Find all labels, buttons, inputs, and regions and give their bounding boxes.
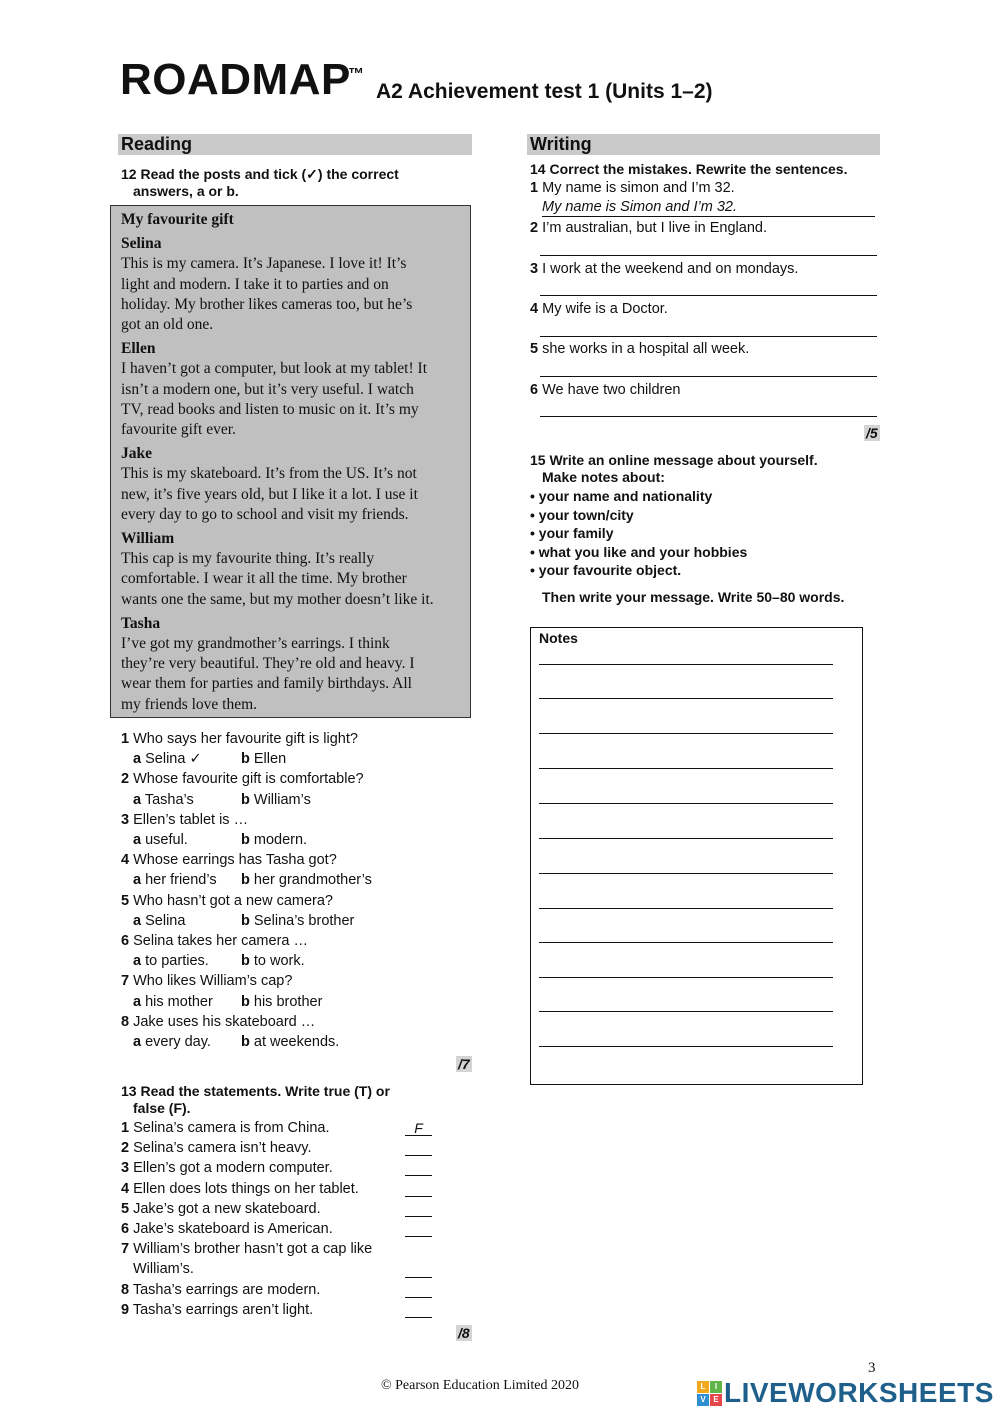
correction-answer-5[interactable] — [540, 376, 877, 377]
notes-label: Notes — [539, 630, 578, 646]
correction-answer-4[interactable] — [540, 336, 877, 337]
ex13-instruction — [121, 1083, 390, 1117]
option-b[interactable]: b his brother — [241, 993, 323, 1010]
ex14-instruction: 14 Correct the mistakes. Rewrite the sentences. — [530, 161, 848, 177]
question-1: 1 Who says her favourite gift is light? — [121, 731, 358, 747]
post-william — [121, 529, 460, 610]
question-1-options: a Selina ✓ b Ellen — [121, 749, 461, 769]
post-line: every day to go to school and visit my friends. — [121, 505, 409, 523]
statement-7-continued: William’s. — [133, 1261, 194, 1278]
question-5: 5 Who hasn’t got a new camera? — [121, 892, 333, 909]
option-b[interactable]: b modern. — [241, 832, 308, 849]
option-b[interactable]: b Selina’s brother — [241, 912, 355, 929]
option-b[interactable]: b her grandmother’s — [241, 872, 372, 889]
answer-field-3[interactable] — [405, 1160, 432, 1176]
option-b[interactable]: b Ellen — [241, 751, 287, 768]
post-line: I’ve got my grandmother’s earrings. I think — [121, 635, 390, 653]
ex12-instruction-line1: 12 Read the posts and tick (✓) the correct — [121, 166, 399, 182]
question-3-options: a useful. b modern. — [121, 830, 461, 850]
post-author: Ellen — [121, 340, 156, 358]
option-a[interactable]: every day. — [145, 1034, 211, 1051]
correction-answer-3[interactable] — [540, 295, 877, 296]
logo-cell: I — [710, 1381, 722, 1393]
post-author: Jake — [121, 445, 152, 463]
ex15-instruction — [530, 452, 818, 486]
ex13-instruction-line1: 13 Read the statements. Write true (T) or — [121, 1083, 390, 1099]
option-b[interactable]: b William’s — [241, 791, 311, 808]
post-line: This is my skateboard. It’s from the US. It’s not — [121, 465, 417, 483]
question-8: 8 Jake uses his skateboard … — [121, 1013, 316, 1030]
post-author: Selina — [121, 235, 162, 253]
copyright-notice: © Pearson Education Limited 2020 — [380, 1378, 580, 1393]
notes-line[interactable] — [539, 908, 833, 909]
statement-3: 3 Ellen’s got a modern computer. — [121, 1160, 333, 1177]
liveworksheets-logo[interactable] — [697, 1378, 994, 1408]
correction-answer-6[interactable] — [540, 416, 877, 417]
ex12-score: /7 — [458, 1056, 470, 1072]
ex15-closing: Then write your message. Write 50–80 words. — [542, 589, 845, 605]
notes-line[interactable] — [539, 1011, 833, 1012]
statement-9: 9 Tasha’s earrings aren’t light. — [121, 1301, 314, 1318]
option-a[interactable]: to parties. — [145, 953, 209, 970]
question-7-options: a his mother b his brother — [121, 992, 461, 1012]
bullet-item: • what you like and your hobbies — [530, 543, 748, 560]
answer-field-2[interactable] — [405, 1140, 432, 1156]
post-ellen — [121, 339, 460, 440]
answer-field-4[interactable] — [405, 1181, 432, 1197]
question-6: 6 Selina takes her camera … — [121, 933, 308, 950]
notes-line[interactable] — [539, 768, 833, 769]
brand-title: ROADMAP — [120, 55, 351, 104]
correction-3: 3 I work at the weekend and on mondays. — [530, 261, 799, 277]
question-2: 2 Whose favourite gift is comfortable? — [121, 771, 364, 788]
ex15-instruction-line2: Make notes about: — [542, 469, 665, 485]
answer-field-1[interactable]: F — [405, 1120, 432, 1136]
question-6-options: a to parties. b to work. — [121, 951, 461, 971]
ex13-statements — [121, 1118, 401, 1320]
statement-5: 5 Jake’s got a new skateboard. — [121, 1200, 321, 1217]
notes-line[interactable] — [539, 733, 833, 734]
answer-field-8[interactable] — [405, 1282, 432, 1298]
post-line: holiday. My brother likes cameras too, but he’s — [121, 295, 413, 313]
post-jake — [121, 444, 460, 525]
correction-1: 1 My name is simon and I’m 32. — [530, 180, 735, 196]
trademark-symbol: ™ — [348, 66, 364, 83]
bullet-item: • your name and nationality — [530, 488, 713, 504]
post-line: I haven’t got a computer, but look at my tablet! It — [121, 360, 427, 378]
answer-field-6[interactable] — [405, 1221, 432, 1237]
question-8-options: a every day. b at weekends. — [121, 1032, 461, 1052]
reading-heading: Reading — [118, 134, 472, 155]
reading-passage — [110, 205, 471, 718]
logo-text: LIVEWORKSHEETS — [724, 1377, 994, 1408]
notes-line[interactable] — [539, 977, 833, 978]
ex13-score: /8 — [458, 1325, 470, 1341]
logo-cell: V — [697, 1394, 709, 1406]
statement-2: 2 Selina’s camera isn’t heavy. — [121, 1140, 312, 1157]
bullet-item: • your town/city — [530, 506, 634, 523]
post-line: comfortable. I wear it all the time. My brother — [121, 570, 407, 588]
question-7: 7 Who likes William’s cap? — [121, 973, 293, 990]
post-author: Tasha — [121, 614, 161, 632]
post-line: wear them for parties and family birthdays. All — [121, 675, 412, 693]
ex14-score: /5 — [866, 425, 878, 441]
question-4: 4 Whose earrings has Tasha got? — [121, 852, 337, 869]
post-line: This is my camera. It’s Japanese. I love it! It’s — [121, 255, 407, 273]
post-line: wants one the same, but my mother doesn’t like it. — [121, 590, 434, 608]
notes-box[interactable] — [530, 627, 863, 1085]
option-a[interactable]: useful. — [145, 832, 188, 849]
ex12-instruction-line2: answers, a or b. — [133, 183, 239, 199]
bullet-item: • your favourite object. — [530, 562, 682, 578]
logo-cell: L — [697, 1381, 709, 1393]
ex12-instruction — [121, 166, 399, 200]
post-line: got an old one. — [121, 316, 214, 334]
option-b[interactable]: b at weekends. — [241, 1034, 340, 1051]
test-subtitle: A2 Achievement test 1 (Units 1–2) — [376, 80, 713, 103]
question-4-options: a her friend’s b her grandmother’s — [121, 870, 461, 890]
ex15-instruction-line1: 15 Write an online message about yourself. — [530, 452, 818, 468]
option-b[interactable]: b to work. — [241, 953, 305, 970]
correction-answer-1[interactable]: My name is Simon and I’m 32. — [542, 198, 875, 217]
post-line: light and modern. I take it to parties and on — [121, 275, 389, 293]
post-line: they’re very beautiful. They’re old and heavy. I — [121, 655, 415, 673]
statement-8: 8 Tasha’s earrings are modern. — [121, 1281, 321, 1298]
page-number: 3 — [868, 1360, 876, 1376]
statement-6: 6 Jake’s skateboard is American. — [121, 1221, 333, 1238]
post-line: my friends love them. — [121, 695, 258, 713]
statement-1: 1 Selina’s camera is from China. — [121, 1120, 330, 1136]
option-a[interactable]: her friend’s — [145, 872, 217, 889]
option-a[interactable]: Tasha’s — [144, 791, 194, 808]
post-line: favourite gift ever. — [121, 421, 236, 439]
answer-field-7[interactable] — [405, 1262, 432, 1278]
notes-line[interactable] — [539, 1046, 833, 1047]
bullet-item: • your family — [530, 525, 614, 541]
statement-4: 4 Ellen does lots things on her tablet. — [121, 1180, 359, 1197]
post-line: This cap is my favourite thing. It’s really — [121, 550, 375, 568]
question-2-options: a Tasha’s b William’s — [121, 790, 461, 810]
ex13-instruction-line2: false (F). — [133, 1100, 191, 1116]
correction-answer-2[interactable] — [540, 255, 877, 256]
statement-7: 7 William’s brother hasn’t got a cap like — [121, 1241, 373, 1258]
correction-5: 5 she works in a hospital all week. — [530, 341, 750, 357]
question-5-options: a Selina b Selina’s brother — [121, 911, 461, 931]
correction-2: 2 I’m australian, but I live in England. — [530, 220, 767, 236]
notes-line[interactable] — [539, 803, 833, 804]
notes-line[interactable] — [539, 664, 833, 665]
writing-heading: Writing — [527, 134, 880, 155]
post-line: TV, read books and listen to music on it. It’s my — [121, 400, 419, 418]
option-a[interactable]: his mother — [145, 993, 213, 1010]
post-author: William — [121, 530, 175, 548]
post-line: isn’t a modern one, but it’s very useful. I watch — [121, 380, 414, 398]
option-a[interactable]: Selina ✓ — [145, 751, 202, 768]
ex12-questions — [121, 729, 461, 1052]
post-line: new, it’s five years old, but I like it a lot. I use it — [121, 485, 418, 503]
question-3: 3 Ellen’s tablet is … — [121, 811, 249, 828]
correction-6: 6 We have two children — [530, 382, 681, 398]
logo-grid-icon — [697, 1381, 722, 1406]
ex15-bullet-list — [530, 487, 747, 580]
logo-cell: E — [710, 1394, 722, 1406]
answer-field-5[interactable] — [405, 1201, 432, 1217]
passage-title: My favourite gift — [121, 211, 234, 228]
notes-line[interactable] — [539, 698, 833, 699]
notes-line[interactable] — [539, 942, 833, 943]
correction-4: 4 My wife is a Doctor. — [530, 301, 668, 317]
notes-line[interactable] — [539, 838, 833, 839]
post-selina — [121, 234, 460, 335]
post-tasha — [121, 614, 460, 715]
notes-line[interactable] — [539, 873, 833, 874]
answer-field-9[interactable] — [405, 1302, 432, 1318]
option-a[interactable]: Selina — [145, 912, 186, 929]
